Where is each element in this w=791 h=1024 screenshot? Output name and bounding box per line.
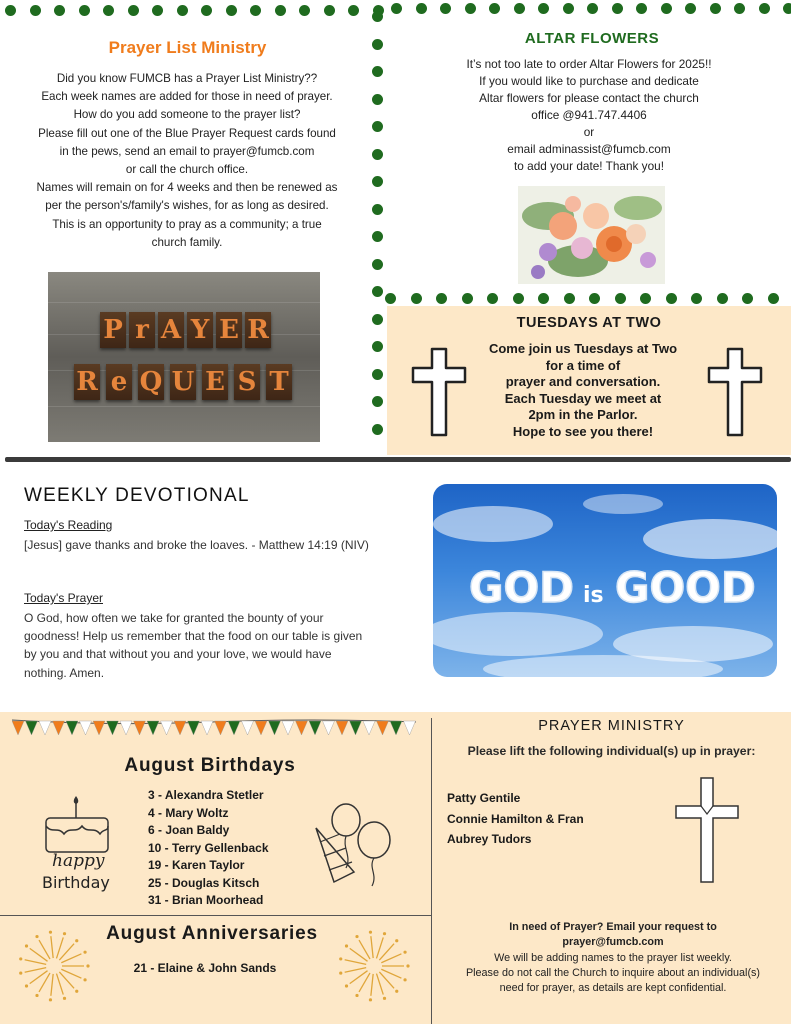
- border-dot: [734, 3, 745, 14]
- border-dot: [5, 5, 16, 16]
- letter-tile: r: [129, 312, 155, 348]
- vertical-divider: [431, 718, 432, 1024]
- tuesdays-line: Hope to see you there!: [512, 423, 654, 439]
- border-dot: [636, 3, 647, 14]
- tuesdays-line: 2pm in the Parlor.: [528, 407, 638, 422]
- border-dot: [691, 293, 702, 304]
- prayer-list-line: or call the church office.: [125, 163, 249, 177]
- bunting-flag: [120, 721, 132, 735]
- letter-tile: A: [158, 312, 184, 348]
- birthdays-list: [148, 787, 269, 910]
- border-dot: [372, 341, 383, 352]
- bunting-flag: [26, 721, 38, 735]
- border-dot: [538, 293, 549, 304]
- bunting-flag: [12, 721, 24, 735]
- border-dot: [226, 5, 237, 16]
- border-dot: [587, 3, 598, 14]
- bunting-flag: [188, 721, 200, 735]
- altar-flowers-line: or: [583, 125, 595, 139]
- flower-bouquet-image: [518, 186, 665, 284]
- reading-label: Today's Reading: [24, 518, 113, 532]
- border-dot: [372, 121, 383, 132]
- border-dot: [372, 396, 383, 407]
- birthday-item: 6 - Joan Baldy: [148, 823, 230, 837]
- section-divider: [5, 457, 791, 462]
- tuesdays-line: for a time of: [545, 357, 621, 373]
- border-dot: [514, 3, 525, 14]
- border-dot: [416, 3, 427, 14]
- border-dot: [30, 5, 41, 16]
- altar-flowers-title: ALTAR FLOWERS: [524, 30, 660, 47]
- bunting-flag: [255, 721, 267, 735]
- devotional-title: WEEKLY DEVOTIONAL: [24, 485, 250, 506]
- prayer-list-line: per the person's/family's wishes, for as long as desired.: [45, 199, 329, 213]
- border-dot: [589, 293, 600, 304]
- bunting-flag: [377, 721, 389, 735]
- tuesdays-line: Each Tuesday we meet at: [504, 390, 662, 406]
- letter-tile: S: [234, 364, 260, 400]
- border-dot: [372, 204, 383, 215]
- border-dot: [661, 3, 672, 14]
- firework-icon: [14, 926, 94, 1006]
- border-dot: [710, 3, 721, 14]
- is-text: is: [583, 583, 604, 608]
- bunting-flag: [215, 721, 227, 735]
- prayer-list-line: How do you add someone to the prayer list?: [73, 108, 301, 122]
- birthday-item: 25 - Douglas Kitsch: [148, 875, 260, 890]
- prayer-list-title: Prayer List Ministry: [108, 38, 267, 57]
- footer-line: need for prayer, as details are kept confidential.: [499, 982, 727, 995]
- bunting-flag: [66, 721, 78, 735]
- bunting-flag: [147, 721, 159, 735]
- altar-flowers-body: [400, 56, 778, 175]
- altar-flowers-line: Altar flowers for please contact the church: [479, 91, 699, 105]
- border-dot: [177, 5, 188, 16]
- bunting-flag: [363, 721, 375, 735]
- birthday-item: 4 - Mary Woltz: [148, 805, 229, 820]
- prayer-list-line: This is an opportunity to pray as a community; a true: [52, 217, 322, 231]
- border-dot: [152, 5, 163, 16]
- happy-text: happy: [52, 851, 105, 871]
- prayer-name: Patty Gentile: [447, 791, 521, 805]
- border-dot: [79, 5, 90, 16]
- border-dot: [372, 11, 383, 22]
- letter-tile: R: [74, 364, 100, 400]
- tuesdays-title: TUESDAYS AT TWO: [516, 315, 662, 331]
- letter-tile: Y: [187, 312, 213, 348]
- good-text: GOOD: [615, 563, 756, 612]
- bunting-flag: [161, 721, 173, 735]
- birthday-item: 3 - Alexandra Stetler: [148, 788, 264, 802]
- horizontal-divider: [0, 915, 432, 916]
- bunting-flag: [323, 721, 335, 735]
- border-dot: [103, 5, 114, 16]
- bunting-flag: [93, 721, 105, 735]
- border-dot: [538, 3, 549, 14]
- god-is-good-image: [433, 484, 777, 677]
- birthday-item: 19 - Karen Taylor: [148, 858, 245, 872]
- border-dot: [462, 293, 473, 304]
- bunting-flag: [80, 721, 92, 735]
- prayer-list-line: church family.: [151, 235, 223, 249]
- border-dot: [372, 369, 383, 380]
- border-dot: [372, 66, 383, 77]
- letter-tile: P: [100, 312, 126, 348]
- border-dot: [372, 39, 383, 50]
- prayer-ministry-footer: [436, 920, 790, 996]
- border-dot: [201, 5, 212, 16]
- border-dot: [759, 3, 770, 14]
- border-dot: [372, 94, 383, 105]
- prayer-list-line: Please fill out one of the Blue Prayer Request cards found: [38, 126, 336, 140]
- letter-tile: e: [106, 364, 132, 400]
- bunting-flag: [228, 721, 240, 735]
- prayer-name: Connie Hamilton & Fran: [447, 811, 584, 826]
- border-dot: [372, 176, 383, 187]
- birthdays-title: August Birthdays: [124, 755, 296, 776]
- bunting-flag: [107, 721, 119, 735]
- border-dot: [324, 5, 335, 16]
- bunting-flag: [309, 721, 321, 735]
- border-dot: [783, 3, 791, 14]
- bunting-flag: [350, 721, 362, 735]
- cross-icon: [672, 776, 742, 884]
- bunting-flag: [269, 721, 281, 735]
- letter-tile: Q: [138, 364, 164, 400]
- border-dot: [666, 293, 677, 304]
- letter-tile: E: [202, 364, 228, 400]
- altar-flowers-line: email adminassist@fumcb.com: [507, 142, 671, 156]
- border-dot: [275, 5, 286, 16]
- border-dot: [742, 293, 753, 304]
- bunting-flag: [336, 721, 348, 735]
- prayer-ministry-subtitle: Please lift the following individual(s) up in prayer:: [467, 744, 756, 758]
- border-dot: [128, 5, 139, 16]
- birthday-cake-icon: [30, 796, 120, 896]
- letter-tile: U: [170, 364, 196, 400]
- altar-flowers-line: If you would like to purchase and dedicate: [479, 74, 699, 88]
- bunting-flag: [134, 721, 146, 735]
- border-dot: [717, 293, 728, 304]
- border-dot: [348, 5, 359, 16]
- border-dot: [513, 293, 524, 304]
- birthday-item: 10 - Terry Gellenback: [148, 840, 269, 855]
- letter-tile: R: [245, 312, 271, 348]
- border-dot: [372, 424, 383, 435]
- prayer-names-list: [447, 788, 584, 850]
- tuesdays-body: [468, 341, 698, 440]
- border-dot: [299, 5, 310, 16]
- border-dot: [489, 3, 500, 14]
- prayer-label: Today's Prayer: [24, 591, 103, 605]
- border-dot: [615, 293, 626, 304]
- firework-icon: [334, 926, 414, 1006]
- border-dot: [372, 231, 383, 242]
- border-dot: [685, 3, 696, 14]
- prayer-list-line: Each week names are added for those in need of prayer.: [41, 90, 333, 104]
- bunting-flag: [404, 721, 416, 735]
- altar-flowers-line: office @941.747.4406: [531, 108, 647, 122]
- god-text: GOD: [469, 563, 575, 612]
- bunting-banner: [12, 716, 416, 746]
- birthday-text: Birthday: [42, 873, 110, 892]
- border-dot: [372, 259, 383, 270]
- border-dot: [768, 293, 779, 304]
- footer-line: We will be adding names to the prayer list weekly.: [494, 951, 732, 964]
- anniversary-item: 21 - Elaine & John Sands: [133, 961, 277, 975]
- altar-flowers-line: It’s not too late to order Altar Flowers for 2025!!: [466, 57, 712, 71]
- reading-text: [Jesus] gave thanks and broke the loaves. - Matthew 14:19 (NIV): [24, 538, 369, 552]
- bunting-flag: [296, 721, 308, 735]
- prayer-list-line: in the pews, send an email to prayer@fumcb.com: [59, 144, 315, 158]
- prayer-request-image: [48, 272, 320, 442]
- bunting-flag: [53, 721, 65, 735]
- birthday-item: 31 - Brian Moorhead: [148, 893, 264, 907]
- prayer-list-body: [12, 70, 362, 252]
- tuesdays-line: Come join us Tuesdays at Two: [488, 341, 678, 356]
- border-dot: [612, 3, 623, 14]
- party-hat-balloons-icon: [312, 802, 398, 888]
- border-dot: [385, 293, 396, 304]
- border-dot: [372, 286, 383, 297]
- tuesdays-line: prayer and conversation.: [505, 374, 661, 389]
- border-dot: [440, 3, 451, 14]
- bunting-flag: [201, 721, 213, 735]
- border-dot: [465, 3, 476, 14]
- prayer-email: prayer@fumcb.com: [562, 936, 664, 949]
- footer-line: In need of Prayer? Email your request to: [509, 921, 717, 933]
- cross-icon: [410, 346, 468, 438]
- bunting-flag: [390, 721, 402, 735]
- border-dot: [436, 293, 447, 304]
- border-dot: [372, 149, 383, 160]
- border-dot: [564, 293, 575, 304]
- border-dot: [487, 293, 498, 304]
- bunting-flag: [282, 721, 294, 735]
- border-dot: [563, 3, 574, 14]
- prayer-ministry-title: PRAYER MINISTRY: [538, 718, 685, 734]
- border-dot: [54, 5, 65, 16]
- border-dot: [411, 293, 422, 304]
- footer-line: Please do not call the Church to inquire about an individual(s): [465, 966, 761, 979]
- letter-tile: T: [266, 364, 292, 400]
- border-dot: [372, 314, 383, 325]
- border-dot: [640, 293, 651, 304]
- bunting-flag: [242, 721, 254, 735]
- border-dot: [250, 5, 261, 16]
- prayer-name: Aubrey Tudors: [447, 832, 532, 846]
- altar-flowers-line: to add your date! Thank you!: [514, 159, 664, 173]
- letter-tile: E: [216, 312, 242, 348]
- prayer-list-line: Did you know FUMCB has a Prayer List Ministry??: [56, 72, 318, 85]
- prayer-list-line: Names will remain on for 4 weeks and then be renewed as: [36, 181, 338, 195]
- prayer-text: O God, how often we take for granted the bounty of your goodness! Help us remember that the food on our table is given by you and that without you and your love, we would have nothing. Amen.: [24, 611, 363, 680]
- border-dot: [391, 3, 402, 14]
- anniversaries-title: August Anniversaries: [106, 923, 318, 944]
- bunting-flag: [39, 721, 51, 735]
- cross-icon: [706, 346, 764, 438]
- bunting-flag: [174, 721, 186, 735]
